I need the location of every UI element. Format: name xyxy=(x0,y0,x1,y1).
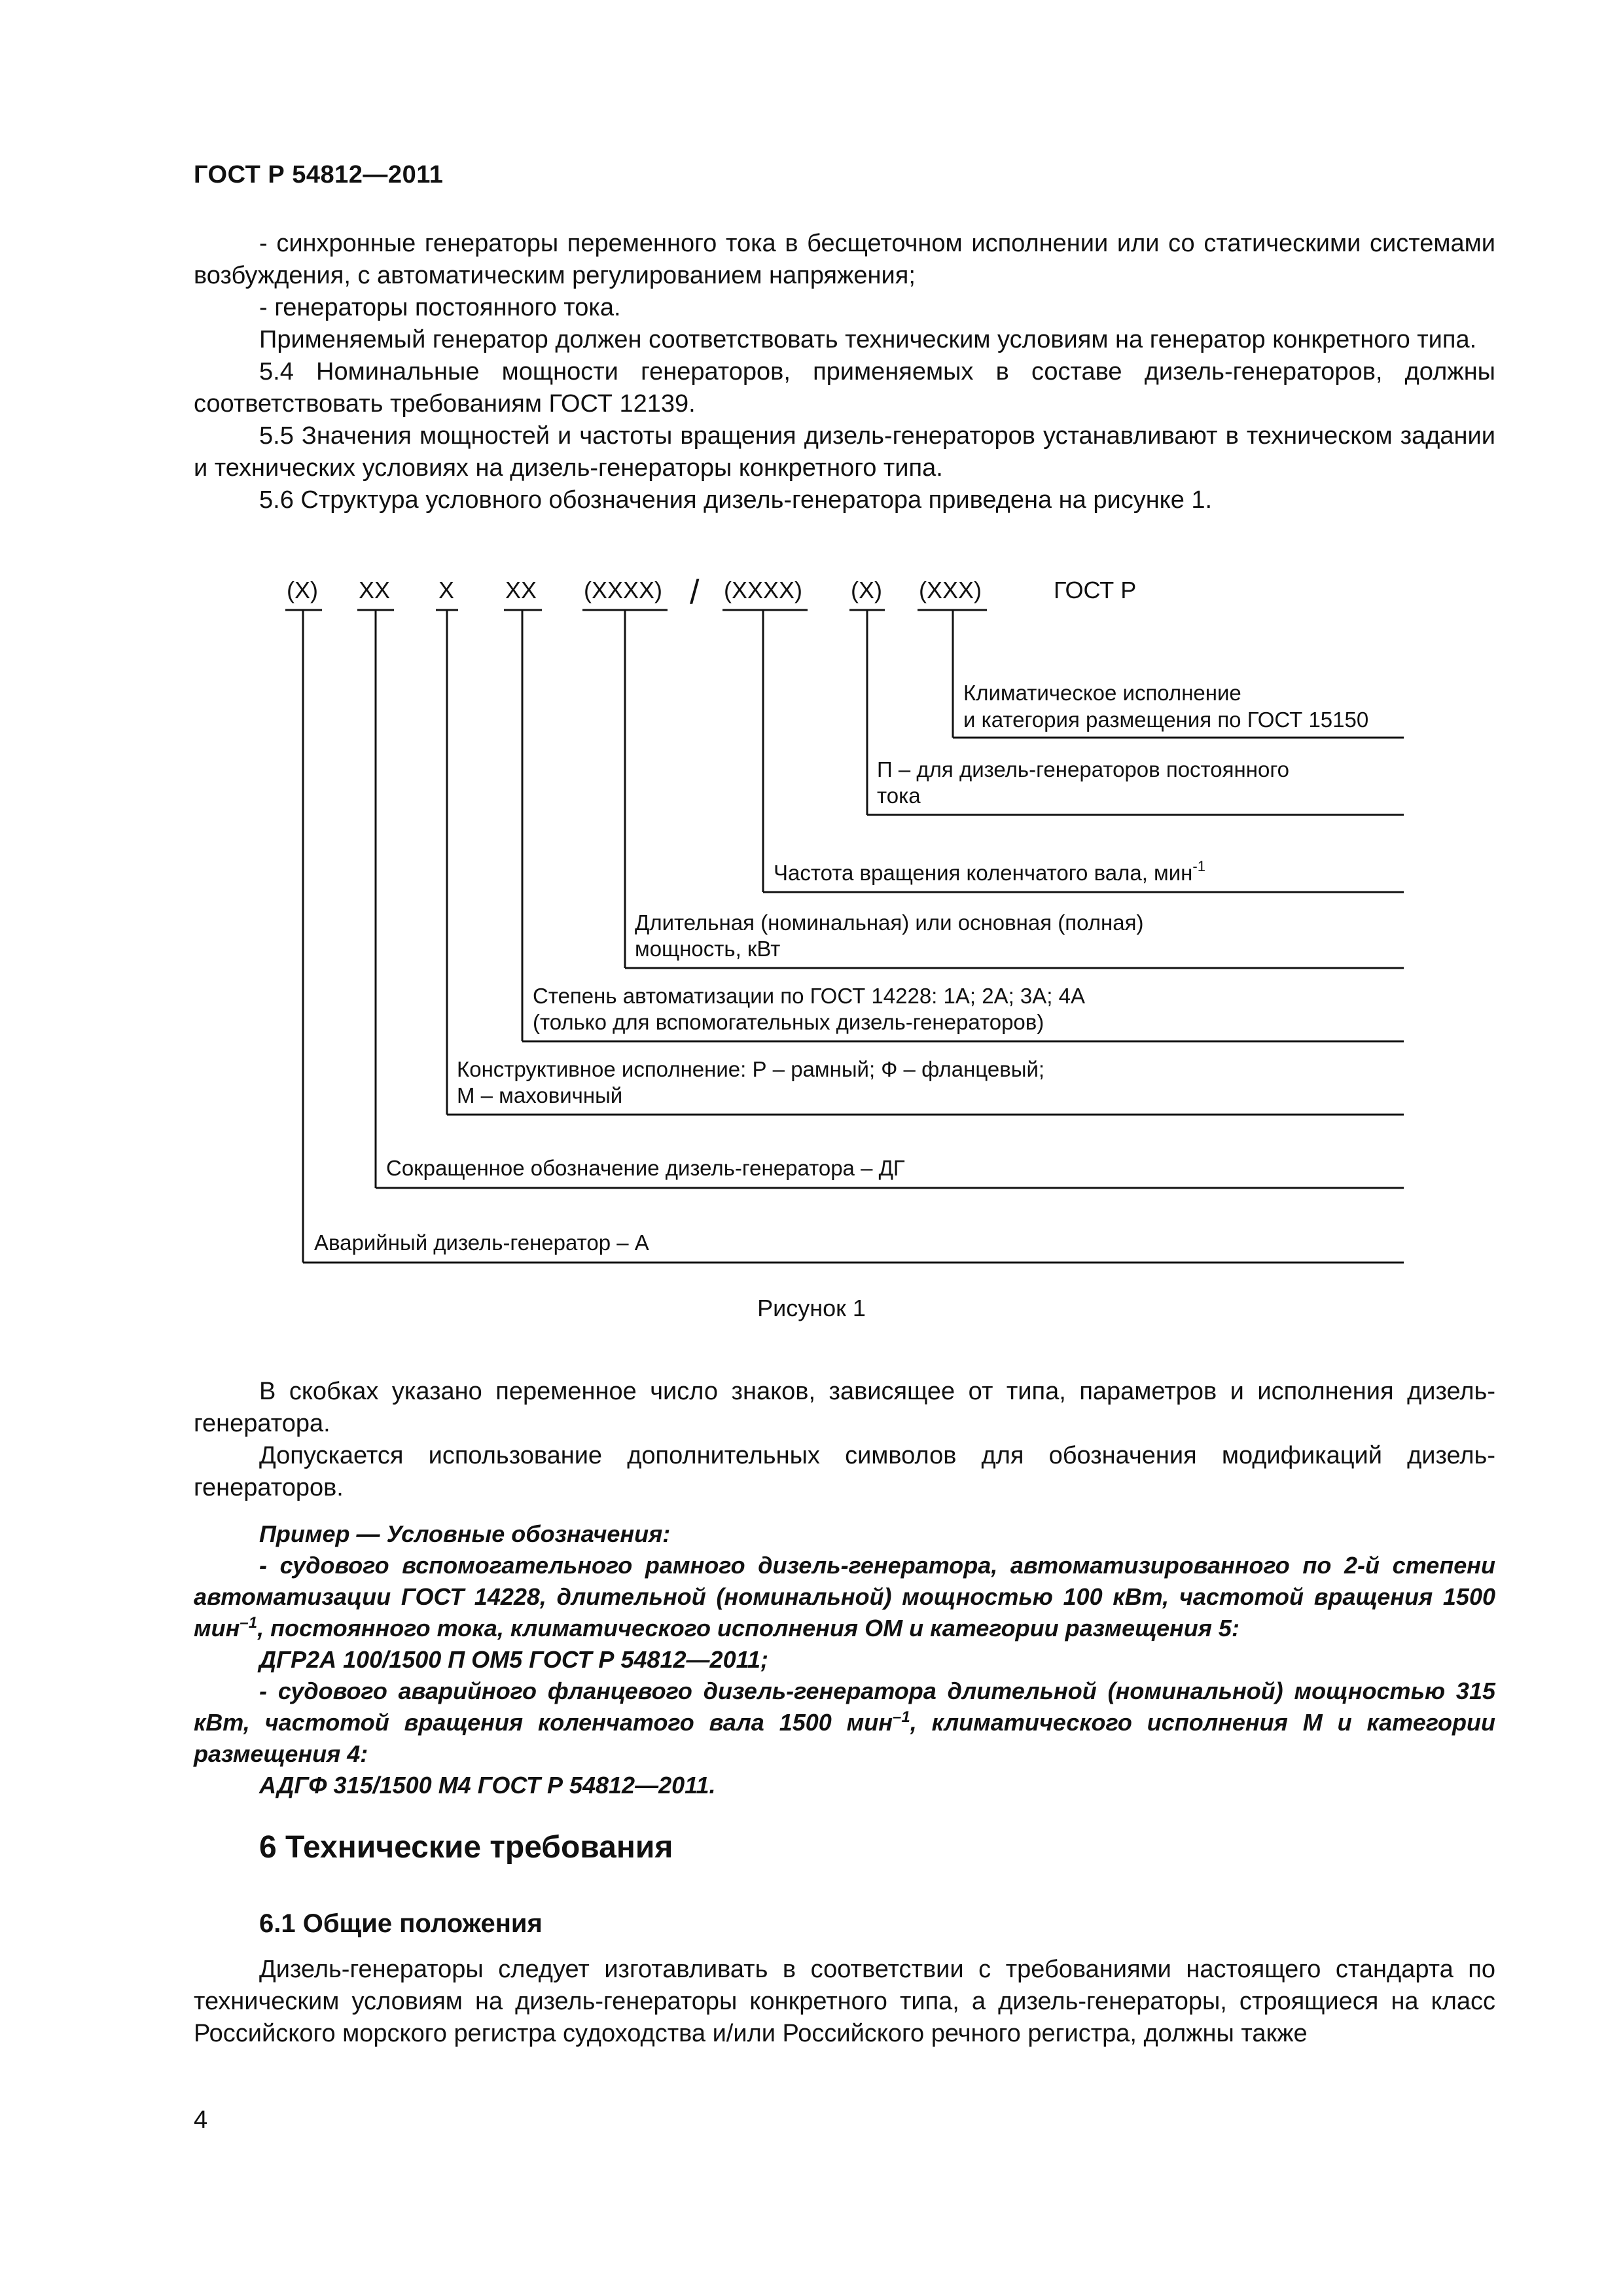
label-dg: Сокращенное обозначение дизель-генератора – ДГ xyxy=(386,1156,905,1180)
example-code-1: ДГР2А 100/1500 П ОМ5 ГОСТ Р 54812—2011; xyxy=(259,1646,768,1673)
example-block xyxy=(194,1518,1495,1801)
example-item-1: - судового вспомогательного рамного дизель-генератора, автоматизированного по 2-й степени автоматизации ГОСТ 14228, длительной (номинальной) мощностью 100 кВт, частотой вращения 1500 мин$^{-1}$, постоянного тока, климатического исполнения ОМ и категории размещения 5: xyxy=(194,1552,1495,1641)
label-emergency: Аварийный дизель-генератор – А xyxy=(314,1230,649,1255)
paragraph-applied-generator: Применяемый генератор должен соответствовать техническим условиям на генератор конкретного типа. xyxy=(259,326,1477,353)
label-dc-1: П – для дизель-генераторов постоянного xyxy=(877,757,1289,781)
designation-structure-figure xyxy=(262,563,1427,1289)
figure-caption: Рисунок 1 xyxy=(757,1295,866,1321)
paragraph-brackets-note: В скобках указано переменное число знаков, зависящее от типа, параметров и исполнения дизель-генератора. xyxy=(194,1378,1495,1437)
paragraph-synchronous-generators: - синхронные генераторы переменного тока в бесщеточном исполнении или со статическими системами возбуждения, с автоматическим регулированием напряжения; xyxy=(194,230,1495,289)
label-design-1: Конструктивное исполнение: Р – рамный; Ф – фланцевый; xyxy=(457,1057,1045,1081)
section-6-title: 6 Технические требования xyxy=(259,1830,673,1865)
paragraph-5-4: 5.4 Номинальные мощности генераторов, применяемых в составе дизель-генераторов, должны соответствовать требованиям ГОСТ 12139. xyxy=(194,358,1495,418)
example-title: Пример — Условные обозначения: xyxy=(259,1520,671,1547)
code-climate: (ХХХ) xyxy=(919,577,982,603)
code-gost: ГОСТ Р xyxy=(1054,577,1137,603)
label-automation-2: (только для вспомогательных дизель-генераторов) xyxy=(533,1010,1044,1034)
example-item-2: - судового аварийного фланцевого дизель-генератора длительной (номинальной) мощностью 315 кВт, частотой вращения коленчатого вала 1500 мин$^{-1}$, климатического исполнения М и категории размещения 4: xyxy=(194,1677,1496,1767)
label-design-2: М – маховичный xyxy=(457,1083,623,1107)
section-6-1-title: 6.1 Общие положения xyxy=(259,1909,543,1938)
code-design: Х xyxy=(438,577,455,603)
code-dc: (Х) xyxy=(851,577,882,603)
intro-text-block xyxy=(194,228,1495,516)
section-6-1-text xyxy=(194,1954,1495,2050)
label-climate-1: Климатическое исполнение xyxy=(963,681,1241,705)
label-power-2: мощность, кВт xyxy=(635,937,781,961)
paragraph-6-1: Дизель-генераторы следует изготавливать в соответствии с требованиями настоящего стандарта по техническим условиям на дизель-генераторы конкретного типа, а дизель-генераторы, строящиеся на класс Российского морского регистра судоходства и/или Российского речного регистра, должны также xyxy=(194,1956,1495,2047)
after-figure-text-block xyxy=(194,1376,1495,1504)
paragraph-5-6: 5.6 Структура условного обозначения дизель-генератора приведена на рисунке 1. xyxy=(259,486,1213,514)
label-power-1: Длительная (номинальная) или основная (полная) xyxy=(635,910,1144,935)
page-number: 4 xyxy=(194,2106,208,2134)
label-rpm: Частота вращения коленчатого вала, мин$^{-1}$ xyxy=(774,858,1205,885)
document-code-header: ГОСТ Р 54812—2011 xyxy=(194,161,444,188)
code-slash: / xyxy=(690,573,700,611)
paragraph-dc-generators: - генераторы постоянного тока. xyxy=(259,294,621,321)
code-rpm: (ХХХХ) xyxy=(724,577,803,603)
label-climate-2: и категория размещения по ГОСТ 15150 xyxy=(963,708,1369,732)
paragraph-5-5: 5.5 Значения мощностей и частоты вращения дизель-генераторов устанавливают в техническом задании и технических условиях на дизель-генераторы конкретного типа. xyxy=(194,422,1495,482)
code-emergency: (Х) xyxy=(287,577,318,603)
paragraph-additional-symbols: Допускается использование дополнительных символов для обозначения модификаций дизель-генераторов. xyxy=(194,1442,1495,1501)
label-dc-2: тока xyxy=(877,783,921,808)
label-automation-1: Степень автоматизации по ГОСТ 14228: 1А; 2А; 3А; 4А xyxy=(533,984,1085,1008)
example-code-2: АДГФ 315/1500 М4 ГОСТ Р 54812—2011. xyxy=(259,1772,716,1799)
code-power: (ХХХХ) xyxy=(584,577,663,603)
code-automation: ХХ xyxy=(505,577,537,603)
code-dg: ХХ xyxy=(359,577,391,603)
